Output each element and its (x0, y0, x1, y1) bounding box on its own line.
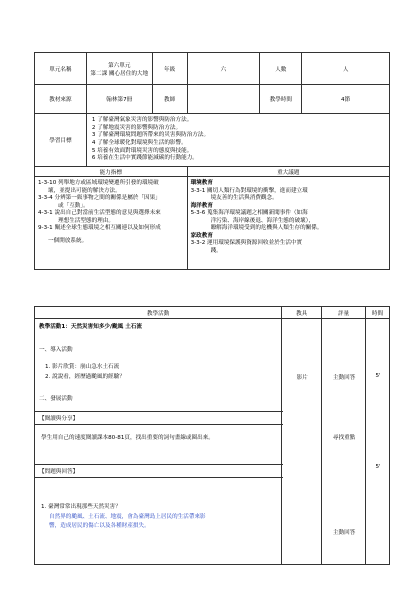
issues-header: 重大議題 (187, 167, 389, 177)
source-value: 翰林第7冊 (86, 85, 152, 114)
ability-line: 一個開放系統。 (48, 237, 88, 244)
activity-header: 教學活動 (35, 307, 282, 319)
issue-line: 3-3-1 關切人類行為對環境的衝擊，進而建立環 (190, 187, 308, 194)
assessment-item: 主動回答 (332, 375, 356, 381)
assessment-item: 主動回答 (332, 530, 356, 536)
assessment-item: 尋找重點 (332, 435, 356, 441)
activity-body (35, 319, 282, 565)
activity-table (34, 306, 390, 565)
intro-item: 1. 影片欣賞：崩山急水土石流 (45, 364, 120, 370)
intro-item: 2. 說說看，經歷過颱風的經驗？ (45, 374, 125, 380)
env-edu-title: 環境教育 (190, 180, 213, 186)
unit-name: 第六單元 第二課 關心居住的大地 (86, 53, 152, 85)
issue-line: 5-3-6 蒐集海洋環境議題之相關新聞事件（如海 (190, 210, 308, 216)
ability-line: 理想生活型態的理由。 (58, 217, 114, 224)
issue-line: 境友善的生活與消費觀念。 (210, 195, 278, 201)
home-edu-title: 家政教育 (190, 232, 213, 239)
teacher-value (187, 85, 260, 114)
teacher-label: 教師 (152, 85, 187, 114)
section-develop-heading: 二、發展活動 (39, 396, 73, 402)
grade-value: 六 (187, 53, 260, 85)
ability-line: 或「互動」。 (58, 202, 89, 209)
goal-label: 學習目標 (35, 114, 87, 167)
ability-line: 3-3-4 分辨第一級事物之間的關係是屬於「因果」 (38, 195, 161, 201)
ability-line: 壞，並提出可能的解決方法。 (48, 187, 121, 194)
goal-item: 4 了解全球暖化對環境與生活的影響。 (91, 140, 187, 146)
section-intro-heading: 一、導入活動 (39, 347, 73, 353)
goal-item: 3 了解臺灣環境問題所帶來的災害與防治方法。 (91, 132, 210, 139)
tool-video: 影片 (296, 375, 308, 381)
ability-list (35, 177, 188, 270)
unit-label: 單元名稱 (35, 53, 87, 85)
people-label: 人數 (260, 53, 302, 85)
question-1: 1. 臺灣常常出現那些天然災害？ (41, 504, 121, 510)
answer-1-line: 響，造成居民的傷亡以及各種財產損失。 (49, 523, 150, 529)
ocean-edu-title: 海洋教育 (190, 202, 213, 209)
time-header: 時間 (366, 307, 390, 319)
ability-line: 1-3-10 列舉地方或區域環境變遷所引發的環境破 (38, 180, 159, 186)
ability-line: 9-3-1 闡述全球生態環境之相互關連以及如何形成 (38, 225, 161, 231)
tools-column (282, 319, 322, 565)
time-value: 5' (375, 464, 381, 470)
grade-label: 年級 (152, 53, 187, 85)
issue-line: 踐。 (210, 247, 222, 254)
answer-1-line: 自然界的颱風、土石流、地震，會為臺灣島上居民的生活帶來影 (49, 514, 206, 520)
lesson-info-table (34, 52, 390, 270)
assessment-column (322, 319, 366, 565)
ability-header: 能力指標 (35, 167, 188, 177)
time-value: 4節 (302, 85, 390, 114)
reading-box-label: 【閱讀與分享】 (39, 416, 79, 422)
people-value: 人 (302, 53, 390, 85)
issues-list (187, 177, 389, 270)
goal-item: 5 培養有效面對環境災害的態度與技能。 (91, 147, 193, 154)
goal-item: 6 培養在生活中實踐節能減碳的行動能力。 (91, 155, 198, 162)
tools-header: 教具 (282, 307, 322, 319)
assessment-header: 評量 (322, 307, 366, 319)
time-column (366, 319, 390, 565)
issue-line: 3-3-2 運用環境保護與資源回收並於生活中實 (190, 240, 303, 246)
reading-text: 學生用自己的速度閱讀課本80-81頁，找出重要的詞句畫線或圈出來。 (41, 435, 214, 441)
goal-item: 2 了解地震災害的影響與防治方法。 (91, 124, 182, 131)
issue-line: 洋污染、海岸線後退、海洋生態的破壞）， (210, 217, 315, 224)
source-label: 教材來源 (35, 85, 87, 114)
qa-box-label: 【問題與回答】 (39, 469, 79, 475)
activity-title: 教學活動1：天然災害知多少/颱風 土石流 (39, 324, 142, 330)
goal-item: 1 了解臺灣氣象災害的影響與防治方法。 (91, 116, 193, 123)
issue-line: 瞭解海洋環境受到的危機與人類生存的關係。 (210, 225, 323, 231)
ability-line: 4-3-1 說出自己對當前生活型態的意見與選擇未來 (38, 210, 161, 216)
qa-box (35, 464, 283, 478)
time-label: 教學時間 (260, 85, 302, 114)
time-value: 5' (375, 373, 381, 379)
goal-list (86, 114, 389, 167)
reading-box (35, 411, 283, 425)
